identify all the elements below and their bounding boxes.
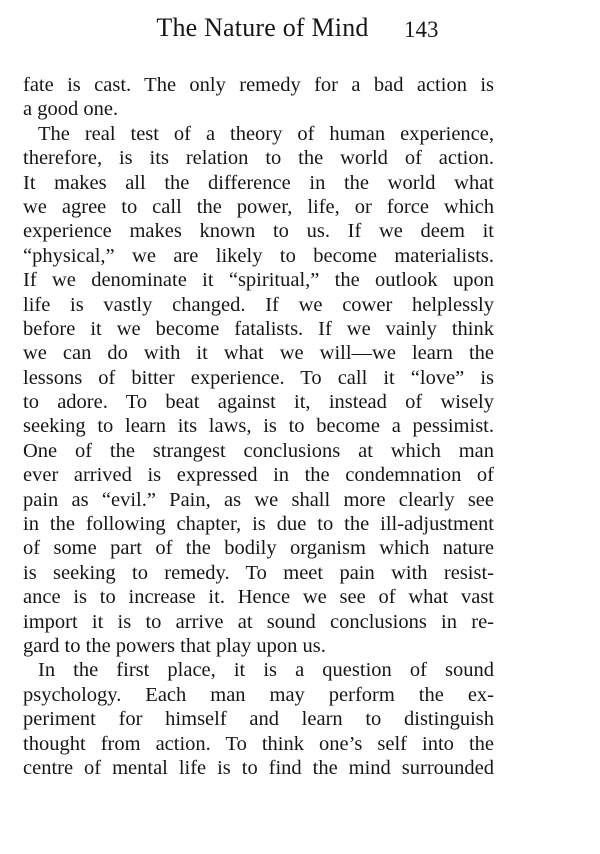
text-line: to adore. To beat against it, instead of wisely xyxy=(23,391,494,414)
text-line: a good one. xyxy=(23,98,119,121)
text-line: experience makes known to us. If we deem it xyxy=(23,220,494,243)
text-line: thought from action. To think one’s self into the xyxy=(23,732,494,755)
text-line: ance is to increase it. Hence we see of what vast xyxy=(23,586,494,609)
text-line: periment for himself and learn to distinguish xyxy=(23,708,494,731)
text-line: In the first place, it is a question of sound xyxy=(38,659,494,682)
text-line: therefore, is its relation to the world of action. xyxy=(23,147,494,170)
text-line: in the following chapter, is due to the ill-adjustment xyxy=(23,513,494,536)
text-line: of some part of the bodily organism which nature xyxy=(23,537,494,560)
text-line: we agree to call the power, life, or force which xyxy=(23,195,494,218)
text-line: lessons of bitter experience. To call it “love” is xyxy=(23,366,494,389)
text-line: psychology. Each man may perform the ex- xyxy=(23,683,494,706)
text-line: “physical,” we are likely to become materialists. xyxy=(23,244,494,267)
text-line: The real test of a theory of human experience, xyxy=(38,122,494,145)
running-title: The Nature of Mind xyxy=(156,13,369,42)
text-line: centre of mental life is to find the mind surrounded xyxy=(23,756,494,779)
text-line: If we denominate it “spiritual,” the outlook upon xyxy=(23,269,494,292)
text-line: seeking to learn its laws, is to become a pessimist. xyxy=(23,415,494,438)
text-line: before it we become fatalists. If we vainly think xyxy=(23,317,494,340)
text-line: ever arrived is expressed in the condemnation of xyxy=(23,464,494,487)
text-line: gard to the powers that play upon us. xyxy=(23,634,326,657)
text-line: we can do with it what we will—we learn the xyxy=(23,342,494,365)
text-line: One of the strangest conclusions at which man xyxy=(23,439,494,462)
text-line: life is vastly changed. If we cower helplessly xyxy=(23,293,494,316)
text-line: It makes all the difference in the world what xyxy=(23,171,494,194)
text-line: pain as “evil.” Pain, as we shall more clearly see xyxy=(23,488,494,511)
text-line: is seeking to remedy. To meet pain with resist- xyxy=(23,561,494,584)
text-line: fate is cast. The only remedy for a bad action is xyxy=(23,74,494,96)
body-text xyxy=(23,73,494,780)
text-line: import it is to arrive at sound conclusions in re- xyxy=(23,610,494,633)
page-number: 143 xyxy=(404,17,439,42)
